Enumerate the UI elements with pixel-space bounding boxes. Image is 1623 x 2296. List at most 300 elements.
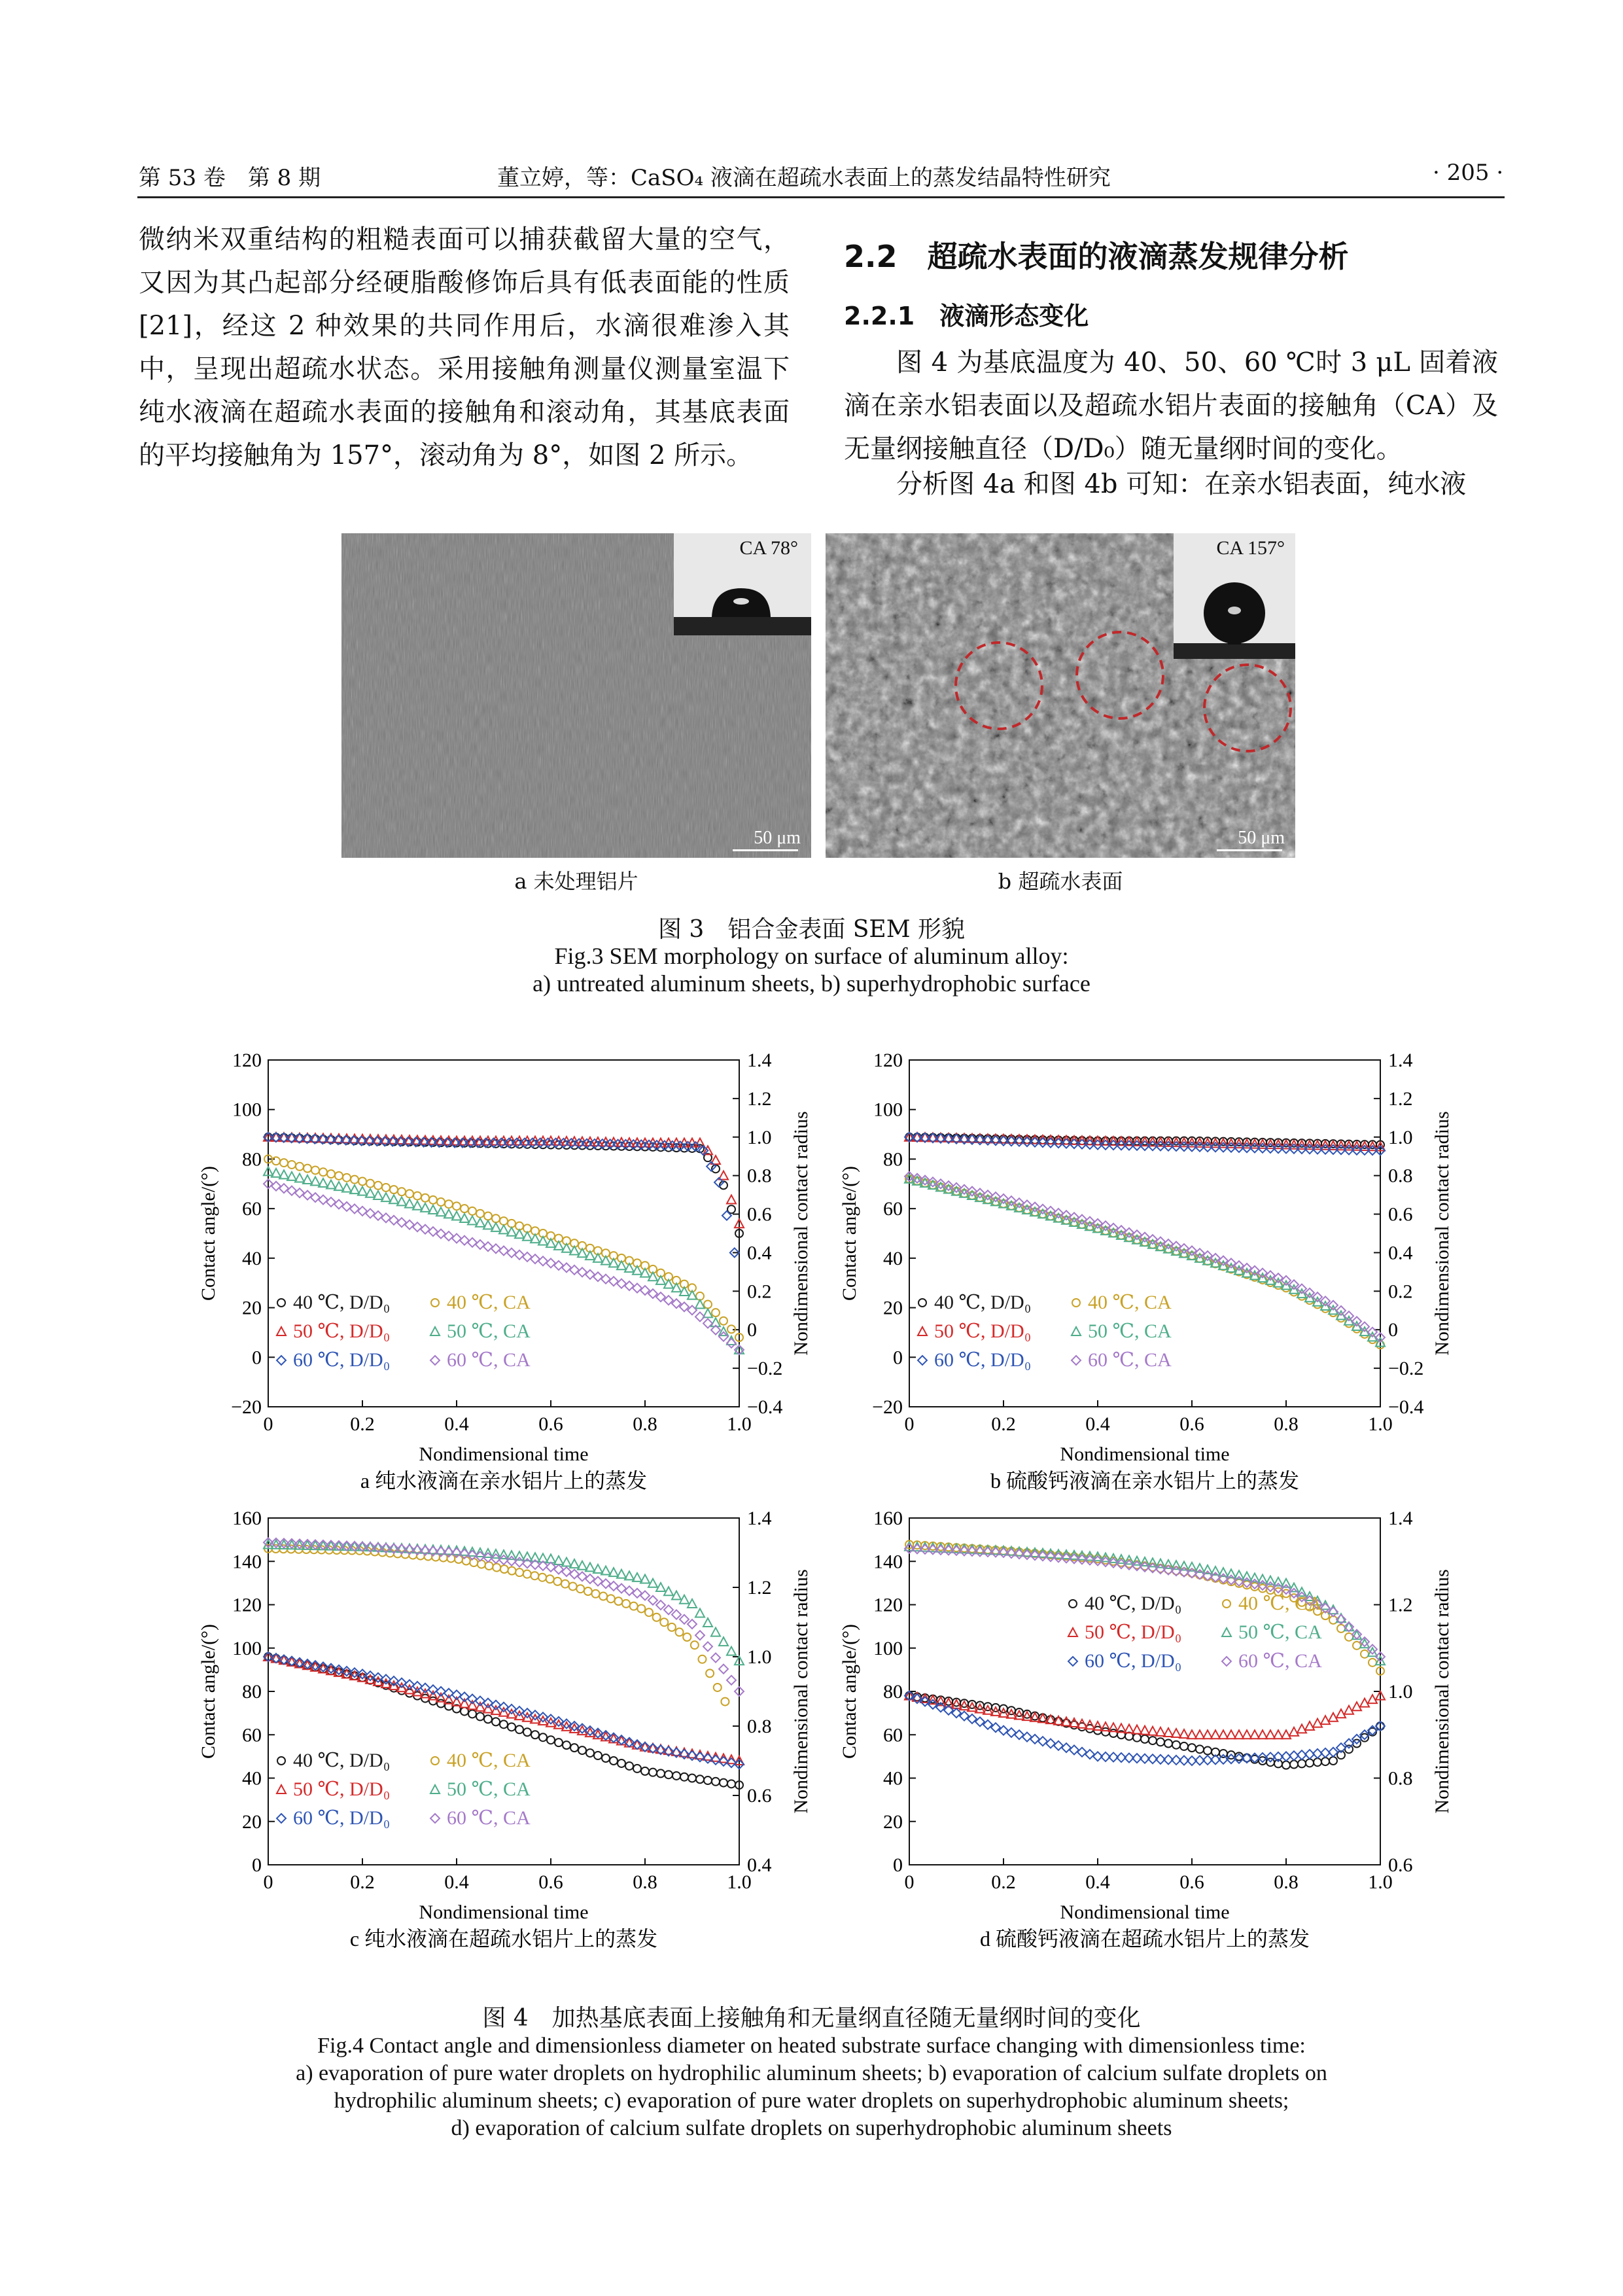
data-point — [304, 1165, 311, 1173]
x-tick-label: 0.6 — [538, 1871, 563, 1893]
data-point — [641, 1767, 649, 1775]
fig4-caption-en-3: hydrophilic aluminum sheets; c) evaporation of pure water droplets on superhydrophobic aluminum sheets; — [334, 2089, 1289, 2113]
data-point — [500, 1720, 508, 1728]
data-point — [507, 1551, 516, 1559]
data-point — [515, 1250, 524, 1260]
data-point — [610, 1757, 618, 1765]
legend-label: 40 ℃, CA — [447, 1292, 531, 1313]
data-point — [625, 1263, 634, 1272]
data-point — [593, 1254, 602, 1262]
x-tick-label: 0.2 — [350, 1871, 375, 1893]
data-point — [279, 1655, 288, 1664]
data-point — [546, 1554, 555, 1563]
data-point — [1109, 1723, 1118, 1731]
data-point — [515, 1568, 523, 1576]
data-point — [413, 1192, 421, 1200]
data-point — [1148, 1727, 1157, 1735]
data-point — [468, 1207, 476, 1215]
data-point — [585, 1563, 595, 1571]
data-point — [1219, 1750, 1227, 1757]
series-50-d — [905, 1691, 1385, 1739]
sem-image-untreated — [341, 533, 811, 858]
x-tick-label: 0.6 — [1179, 1871, 1204, 1893]
legend-label: 60 ℃, CA — [447, 1349, 531, 1371]
y-axis-label: Contact angle/(°) — [839, 1623, 860, 1759]
data-point — [452, 1234, 461, 1243]
data-point — [476, 1218, 485, 1227]
y-tick-label: 140 — [873, 1551, 903, 1573]
y2-tick-label: 1.2 — [1388, 1087, 1413, 1110]
data-point — [928, 1180, 937, 1189]
data-point — [421, 1225, 430, 1234]
data-point — [609, 1258, 618, 1267]
chart-d — [811, 1498, 1465, 1950]
data-point — [657, 1769, 665, 1777]
x-tick-label: 0.2 — [991, 1413, 1016, 1435]
data-point — [1188, 1744, 1196, 1752]
data-point — [1250, 1573, 1259, 1581]
data-point — [1234, 1570, 1244, 1579]
data-point — [288, 1161, 296, 1169]
y-axis-label: Contact angle/(°) — [839, 1165, 860, 1301]
data-point — [1172, 1561, 1181, 1569]
data-point — [1259, 1585, 1266, 1593]
x-tick-label: 0 — [904, 1871, 915, 1893]
legend-marker — [430, 1814, 440, 1823]
data-point — [1274, 1578, 1283, 1586]
data-point — [351, 1176, 358, 1184]
fig4-caption-cn: 图 4 加热基底表面上接触角和无量纲直径随无量纲时间的变化 — [482, 2005, 1141, 2032]
y2-axis-label: Nondimensional contact radius — [790, 1569, 812, 1814]
y2-tick-label: 1.4 — [1388, 1050, 1413, 1071]
data-point — [1101, 1722, 1110, 1731]
data-point — [272, 1157, 280, 1165]
data-point — [350, 1185, 359, 1193]
data-point — [680, 1773, 688, 1781]
data-point — [342, 1184, 351, 1192]
legend-label: 40 ℃, D/D₀ — [293, 1292, 391, 1313]
data-point — [633, 1284, 642, 1293]
y-tick-label: 40 — [242, 1247, 262, 1269]
legend-marker — [918, 1356, 927, 1365]
data-point — [665, 1771, 672, 1778]
data-point — [406, 1190, 413, 1197]
series-60-ca — [264, 1538, 744, 1696]
data-point — [319, 1195, 328, 1205]
header-right: · 205 · — [1433, 160, 1504, 186]
data-point — [1180, 1742, 1188, 1750]
data-point — [444, 1209, 453, 1218]
data-point — [358, 1187, 367, 1195]
data-point — [405, 1220, 414, 1229]
x-tick-label: 0 — [904, 1413, 915, 1435]
y2-tick-label: −0.4 — [1388, 1396, 1424, 1418]
y2-tick-label: −0.4 — [747, 1396, 783, 1418]
data-point — [531, 1254, 540, 1263]
data-point — [601, 1275, 610, 1284]
data-point — [1314, 1758, 1321, 1766]
data-point — [660, 1618, 668, 1626]
data-point — [531, 1234, 540, 1243]
data-point — [491, 1244, 500, 1253]
data-point — [1070, 1745, 1079, 1754]
data-point — [1227, 1569, 1236, 1578]
data-point — [609, 1568, 618, 1576]
legend-marker — [277, 1757, 285, 1765]
data-point — [1290, 1761, 1298, 1769]
data-point — [1157, 1738, 1164, 1746]
scale-bar-label-b: 50 μm — [1238, 828, 1285, 848]
data-point — [653, 1614, 661, 1621]
data-point — [538, 1237, 548, 1245]
y-tick-label: 160 — [232, 1508, 262, 1529]
data-point — [1234, 1730, 1244, 1739]
legend-label: 50 ℃, D/D₀ — [293, 1778, 391, 1800]
data-point — [468, 1694, 477, 1703]
ca-label-78: CA 78° — [739, 537, 798, 559]
data-point — [295, 1188, 304, 1197]
data-point — [523, 1252, 532, 1262]
data-point — [593, 1272, 602, 1281]
data-point — [664, 1605, 673, 1614]
y-tick-label: 20 — [883, 1297, 903, 1319]
data-point — [721, 1698, 729, 1706]
data-point — [436, 1687, 445, 1696]
y-tick-label: 80 — [883, 1148, 903, 1171]
data-point — [704, 1301, 712, 1309]
y-tick-label: 120 — [873, 1050, 903, 1071]
data-point — [602, 1754, 610, 1762]
data-point — [483, 1220, 493, 1229]
legend-marker — [1072, 1299, 1080, 1307]
data-point — [547, 1736, 555, 1744]
data-point — [562, 1244, 571, 1252]
data-point — [617, 1570, 626, 1578]
data-point — [633, 1266, 642, 1275]
data-point — [1062, 1743, 1071, 1752]
legend-marker — [1222, 1628, 1231, 1636]
y-tick-label: 40 — [883, 1247, 903, 1269]
data-point — [303, 1191, 312, 1200]
x-axis-label: Nondimensional time — [1060, 1901, 1230, 1923]
y-tick-label: 0 — [893, 1347, 903, 1369]
data-point — [711, 1628, 720, 1636]
data-point — [1164, 1728, 1173, 1737]
data-point — [1266, 1576, 1275, 1585]
data-point — [311, 1193, 320, 1202]
data-point — [1046, 1739, 1055, 1748]
data-point — [319, 1178, 328, 1187]
x-tick-label: 0 — [263, 1413, 273, 1435]
data-point — [712, 1309, 720, 1316]
data-point — [476, 1240, 485, 1249]
fig4-caption-en-2: a) evaporation of pure water droplets on hydrophilic aluminum sheets; b) evaporation of calcium sulfate droplets on — [296, 2061, 1327, 2085]
x-tick-label: 0.4 — [444, 1871, 469, 1893]
fig3-caption-cn: 图 3 铝合金表面 SEM 形貌 — [657, 916, 966, 943]
y2-tick-label: 1.2 — [747, 1577, 772, 1598]
data-point — [719, 1754, 728, 1762]
x-axis-label: Nondimensional time — [419, 1443, 589, 1465]
data-point — [428, 1691, 438, 1700]
header-rule — [137, 196, 1505, 198]
data-point — [515, 1551, 524, 1560]
scale-bar-b — [1217, 849, 1282, 851]
x-tick-label: 0.4 — [444, 1413, 469, 1435]
data-point — [695, 1631, 705, 1640]
chart-sublabel: d 硫酸钙液滴在超疏水铝片上的蒸发 — [979, 1927, 1310, 1950]
data-point — [453, 1202, 461, 1210]
data-point — [1132, 1725, 1142, 1734]
data-point — [523, 1232, 532, 1241]
data-point — [271, 1169, 281, 1177]
subsection-title: 2.2.1 液滴形态变化 — [844, 302, 1089, 330]
x-axis-label: Nondimensional time — [1060, 1443, 1230, 1465]
data-point — [672, 1772, 680, 1780]
data-point — [460, 1547, 469, 1555]
data-point — [637, 1604, 645, 1612]
data-point — [695, 1608, 705, 1617]
data-point — [680, 1615, 689, 1624]
data-point — [1313, 1719, 1322, 1727]
chart-b — [811, 1040, 1465, 1492]
y2-axis-label: Nondimensional contact radius — [1431, 1111, 1453, 1356]
y-tick-label: 60 — [883, 1724, 903, 1746]
y2-tick-label: 1.4 — [1388, 1508, 1413, 1529]
legend-label: 40 ℃, CA — [447, 1750, 531, 1771]
data-point — [1368, 1648, 1377, 1656]
data-point — [523, 1570, 531, 1578]
data-point — [599, 1593, 607, 1600]
data-point — [531, 1731, 539, 1739]
chart-a — [170, 1040, 824, 1492]
data-point — [622, 1600, 630, 1608]
data-point — [625, 1762, 633, 1770]
y-tick-label: 80 — [242, 1148, 262, 1171]
data-point — [1321, 1757, 1329, 1765]
data-point — [1149, 1737, 1157, 1744]
y2-tick-label: 1.0 — [747, 1646, 772, 1668]
data-point — [539, 1733, 547, 1741]
data-point — [326, 1180, 336, 1189]
y-axis-label: Contact angle/(°) — [198, 1165, 219, 1301]
data-point — [350, 1204, 359, 1213]
y-tick-label: 40 — [883, 1767, 903, 1790]
data-point — [1187, 1730, 1196, 1739]
data-point — [1344, 1622, 1353, 1631]
legend-label: 60 ℃, CA — [447, 1807, 531, 1829]
legend-label: 40 ℃, D/D₀ — [934, 1292, 1032, 1313]
data-point — [720, 1317, 727, 1325]
x-tick-label: 0.6 — [538, 1413, 563, 1435]
data-point — [688, 1619, 697, 1629]
data-point — [1030, 1735, 1039, 1744]
x-tick-label: 1.0 — [727, 1871, 752, 1893]
data-point — [601, 1566, 610, 1575]
data-point — [1361, 1734, 1369, 1742]
data-point — [500, 1565, 508, 1573]
data-point — [592, 1590, 600, 1598]
x-tick-label: 0 — [263, 1871, 273, 1893]
data-point — [668, 1623, 676, 1631]
data-point — [614, 1597, 622, 1605]
fig4-caption-en-4: d) evaporation of calcium sulfate droplets on superhydrophobic aluminum sheets — [451, 2116, 1172, 2140]
legend-marker — [1068, 1657, 1077, 1666]
data-point — [703, 1642, 712, 1651]
data-point — [470, 1559, 478, 1566]
data-point — [609, 1277, 618, 1286]
fig3-sublabel-a: a 未处理铝片 — [514, 869, 638, 894]
data-point — [546, 1575, 554, 1583]
data-point — [633, 1765, 641, 1773]
right-paragraph-1: 图 4 为基底温度为 40、50、60 ℃时 3 μL 固着液滴在亲水铝表面以及超疏水铝片表面的接触角（CA）及无量纲接触直径（D/D₀）随无量纲时间的变化。 — [844, 347, 1498, 464]
legend-label: 60 ℃, D/D₀ — [1085, 1650, 1182, 1672]
fig4-caption-en-1: Fig.4 Contact angle and dimensionless diameter on heated substrate surface changing with dimensionless time: — [317, 2034, 1306, 2058]
y2-tick-label: 0.6 — [1388, 1854, 1413, 1876]
legend-label: 50 ℃, CA — [447, 1778, 531, 1800]
data-point — [625, 1281, 634, 1290]
data-point — [296, 1163, 304, 1171]
data-point — [625, 1571, 634, 1580]
data-point — [944, 1184, 953, 1193]
y2-tick-label: 1.4 — [747, 1508, 772, 1529]
data-point — [593, 1564, 602, 1573]
data-point — [507, 1248, 516, 1258]
data-point — [617, 1261, 626, 1269]
series-60-ca — [905, 1172, 1385, 1342]
data-point — [640, 1742, 650, 1751]
legend-label: 50 ℃, D/D₀ — [1085, 1621, 1182, 1643]
data-point — [578, 1561, 587, 1570]
data-point — [1305, 1722, 1314, 1730]
legend-label: 50 ℃, D/D₀ — [293, 1320, 391, 1342]
data-point — [460, 1214, 469, 1222]
legend — [277, 1292, 531, 1371]
y2-tick-label: 0.8 — [1388, 1767, 1413, 1790]
y-tick-label: 140 — [232, 1551, 262, 1573]
y-tick-label: 20 — [883, 1810, 903, 1833]
legend-marker — [431, 1299, 439, 1307]
x-tick-label: 0.8 — [1274, 1413, 1299, 1435]
data-point — [1258, 1575, 1267, 1583]
data-point — [476, 1712, 484, 1720]
data-point — [1345, 1745, 1353, 1753]
x-tick-label: 0.6 — [1179, 1413, 1204, 1435]
data-point — [468, 1701, 477, 1709]
data-point — [468, 1216, 477, 1224]
data-point — [1227, 1730, 1236, 1739]
y2-axis-label: Nondimensional contact radius — [790, 1111, 812, 1356]
data-point — [555, 1739, 563, 1746]
y2-tick-label: −0.2 — [1388, 1358, 1424, 1380]
y-tick-label: 60 — [883, 1198, 903, 1220]
data-point — [405, 1199, 414, 1208]
legend-label: 50 ℃, CA — [1088, 1320, 1172, 1342]
data-point — [570, 1246, 579, 1255]
data-point — [358, 1178, 366, 1186]
chart-sublabel: b 硫酸钙液滴在亲水铝片上的蒸发 — [990, 1469, 1300, 1492]
legend-marker — [1068, 1628, 1077, 1636]
data-point — [295, 1173, 304, 1182]
data-point — [1148, 1558, 1157, 1566]
data-point — [691, 1641, 699, 1649]
data-point — [569, 1582, 577, 1590]
data-point — [390, 1186, 398, 1193]
legend-label: 50 ℃, CA — [447, 1320, 531, 1342]
data-point — [492, 1718, 500, 1725]
data-point — [649, 1769, 657, 1776]
data-point — [334, 1200, 343, 1209]
data-point — [436, 1693, 445, 1702]
y2-axis-label: Nondimensional contact radius — [1431, 1569, 1453, 1814]
y2-tick-label: 1.0 — [1388, 1681, 1413, 1703]
data-point — [711, 1653, 720, 1663]
data-point — [706, 1669, 714, 1677]
data-point — [640, 1269, 650, 1277]
x-tick-label: 1.0 — [727, 1413, 752, 1435]
data-point — [279, 1170, 288, 1178]
data-point — [484, 1212, 492, 1220]
data-point — [695, 1300, 705, 1309]
data-point — [476, 1210, 484, 1218]
y-axis-label: Contact angle/(°) — [198, 1623, 219, 1759]
legend-label: 60 ℃, D/D₀ — [293, 1807, 391, 1829]
data-point — [492, 1214, 500, 1222]
series-40-ca — [264, 1155, 743, 1341]
x-tick-label: 1.0 — [1368, 1871, 1393, 1893]
data-point — [1195, 1730, 1204, 1739]
legend-marker — [430, 1327, 440, 1335]
y-tick-label: 0 — [252, 1854, 262, 1876]
y-tick-label: 100 — [873, 1637, 903, 1659]
data-point — [1093, 1722, 1102, 1730]
data-point — [515, 1229, 524, 1238]
data-point — [311, 1177, 320, 1186]
data-point — [1306, 1759, 1314, 1767]
data-point — [366, 1180, 374, 1188]
data-point — [936, 1182, 945, 1191]
data-point — [703, 1752, 712, 1760]
data-point — [712, 1778, 720, 1786]
data-point — [585, 1270, 595, 1279]
data-point — [1266, 1730, 1275, 1739]
data-point — [398, 1188, 406, 1195]
data-point — [1219, 1730, 1228, 1739]
data-point — [607, 1595, 615, 1602]
data-point — [1282, 1761, 1290, 1769]
data-point — [1211, 1730, 1220, 1739]
data-point — [428, 1685, 438, 1694]
data-point — [538, 1256, 548, 1265]
data-point — [576, 1585, 584, 1593]
data-point — [1054, 1741, 1063, 1750]
data-point — [562, 1263, 571, 1272]
data-point — [1321, 1716, 1330, 1724]
x-tick-label: 0.4 — [1085, 1871, 1110, 1893]
x-tick-label: 0.8 — [1274, 1871, 1299, 1893]
data-point — [1242, 1730, 1251, 1739]
data-point — [452, 1212, 461, 1220]
legend-marker — [277, 1299, 285, 1307]
legend-label: 60 ℃, D/D₀ — [934, 1349, 1032, 1371]
section-title: 2.2 超疏水表面的液滴蒸发规律分析 — [844, 239, 1349, 274]
left-paragraph: 微纳米双重结构的粗糙表面可以捕获截留大量的空气，又因为其凸起部分经硬脂酸修饰后具有低表面能的性质[21]，经这 2 种效果的共同作用后，水滴很难渗入其中，呈现出超疏水状态。采用接触角测量仪测量室温下纯水液滴在超疏水表面的接触角和滚动角，其基底表面的平均接触角为 157°，滚动角为 8°，如图 2 所示。 — [139, 224, 790, 470]
data-point — [1204, 1747, 1212, 1755]
data-point — [507, 1227, 516, 1236]
data-point — [484, 1715, 492, 1723]
data-point — [342, 1670, 351, 1678]
legend-label: 40 ℃, CA — [1238, 1593, 1322, 1614]
legend-marker — [1223, 1600, 1230, 1608]
